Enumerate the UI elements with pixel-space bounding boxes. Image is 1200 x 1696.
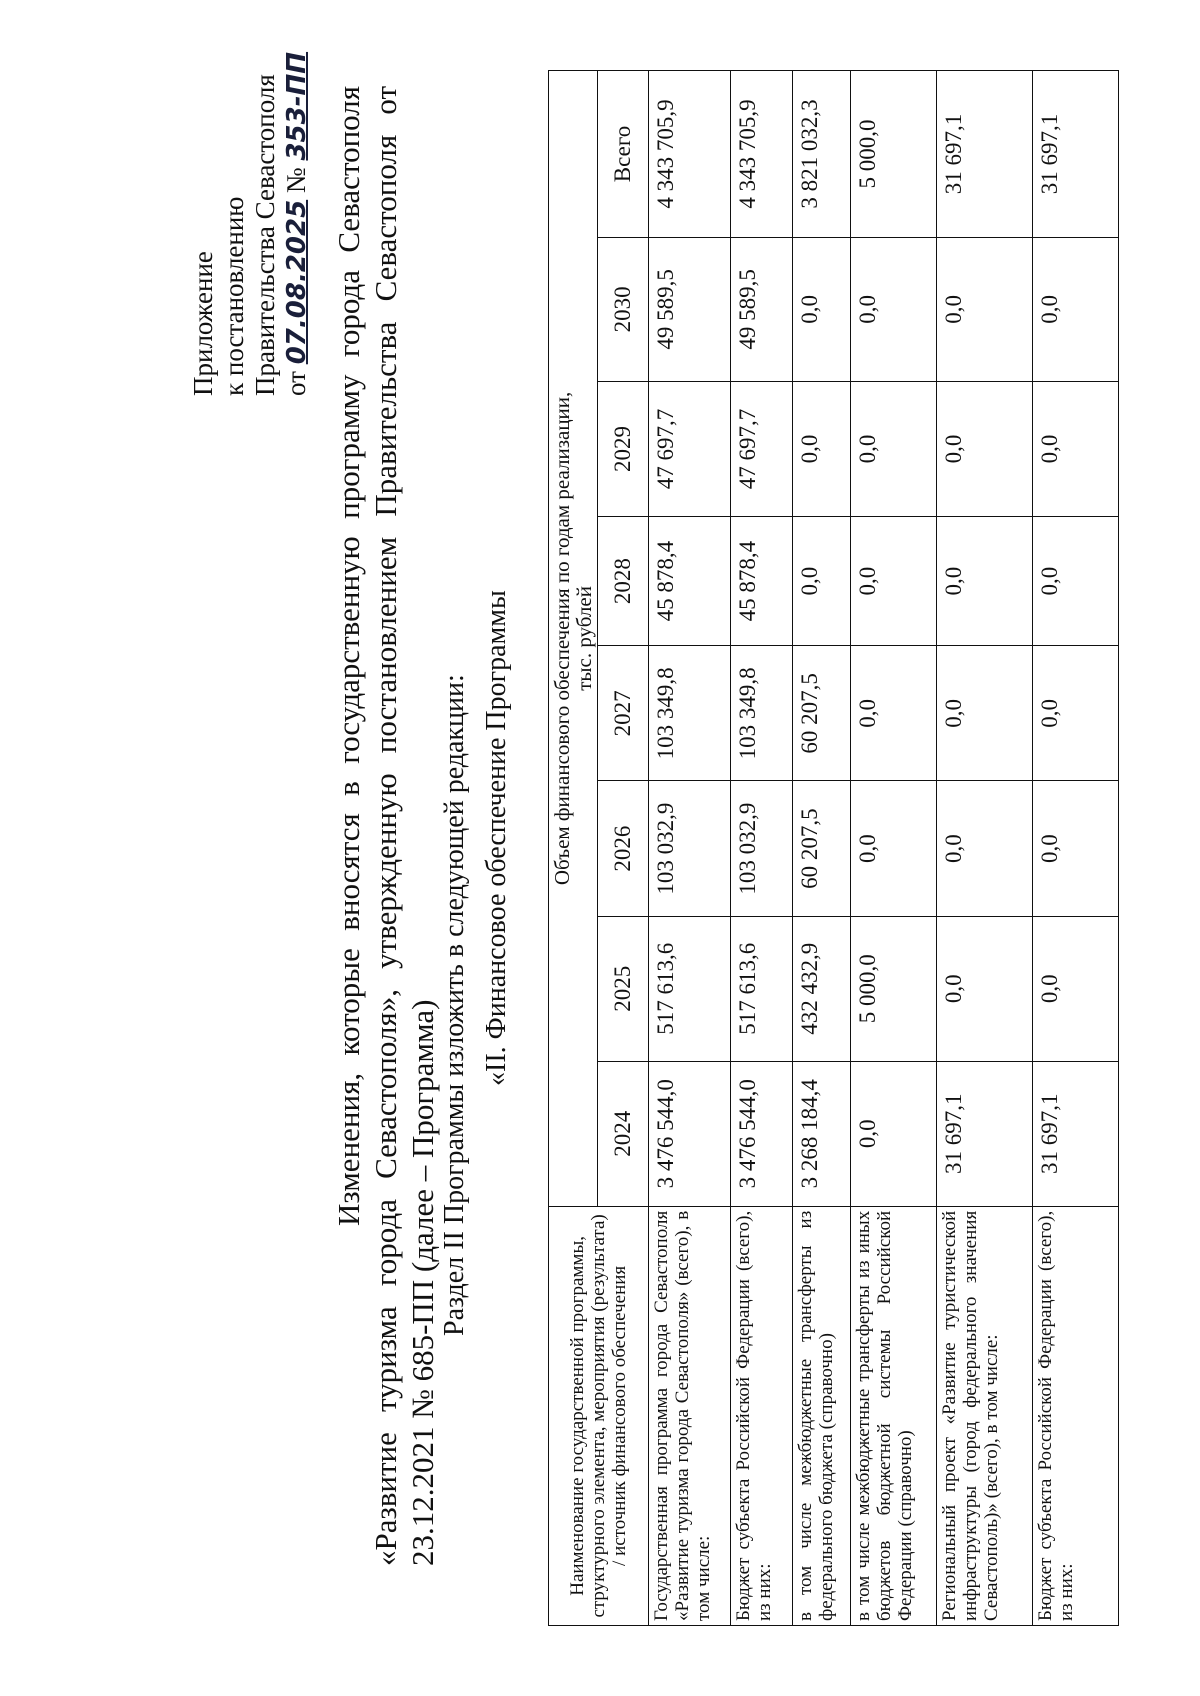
handwritten-date: 07.08.2025 bbox=[282, 199, 312, 365]
value-cell: 0,0 bbox=[851, 781, 937, 916]
value-cell: 0,0 bbox=[851, 1061, 937, 1206]
value-cell: 3 821 032,3 bbox=[793, 71, 851, 238]
appendix-date-line bbox=[281, 16, 313, 396]
value-cell: 60 207,5 bbox=[793, 781, 851, 916]
name-column-header: Наименование государственной программы, структурного элемента, мероприятия (результата) / источник финансового обеспечения bbox=[549, 1206, 649, 1625]
value-cell: 432 432,9 bbox=[793, 916, 851, 1061]
value-cell: 0,0 bbox=[851, 238, 937, 382]
year-header: 2027 bbox=[598, 646, 649, 781]
value-cell: 0,0 bbox=[1033, 381, 1119, 516]
value-cell: 3 476 544,0 bbox=[731, 1061, 793, 1206]
value-cell: 49 589,5 bbox=[731, 238, 793, 382]
appendix-label: Приложение bbox=[188, 251, 218, 396]
value-cell: 0,0 bbox=[851, 381, 937, 516]
table-row bbox=[851, 71, 937, 1626]
value-cell: 103 349,8 bbox=[731, 646, 793, 781]
table-row bbox=[937, 71, 1033, 1626]
value-cell: 517 613,6 bbox=[731, 916, 793, 1061]
value-cell: 60 207,5 bbox=[793, 646, 851, 781]
row-label: в том числе межбюджетные трансферты из иных бюджетов бюджетной системы Российской Федерации (справочно) bbox=[851, 1206, 937, 1625]
value-cell: 4 343 705,9 bbox=[731, 71, 793, 238]
year-header: 2029 bbox=[598, 381, 649, 516]
value-cell: 0,0 bbox=[1033, 646, 1119, 781]
year-header: 2024 bbox=[598, 1061, 649, 1206]
value-cell: 517 613,6 bbox=[649, 916, 731, 1061]
document-title: Изменения, которые вносятся в государственную программу города Севастополя «Развитие туризма города Севастополя», утвержденную постановлением Правительства Севастополя от 23.12.2021 № 685-ПП (далее – Программа) bbox=[331, 86, 440, 1566]
value-cell: 45 878,4 bbox=[649, 517, 731, 646]
table-row bbox=[793, 71, 851, 1626]
value-cell: 0,0 bbox=[937, 646, 1033, 781]
value-cell: 5 000,0 bbox=[851, 71, 937, 238]
number-prefix: № bbox=[281, 167, 311, 194]
year-header: 2025 bbox=[598, 916, 649, 1061]
volume-header-text: Объем финансового обеспечения по годам реализации, bbox=[550, 391, 574, 886]
row-label: Государственная программа города Севастополя «Развитие туризма города Севастополя» (всего), в том числе: bbox=[649, 1206, 731, 1625]
table-body bbox=[649, 71, 1119, 1626]
value-cell: 3 476 544,0 bbox=[649, 1061, 731, 1206]
value-cell: 31 697,1 bbox=[1033, 1061, 1119, 1206]
year-header: 2026 bbox=[598, 781, 649, 916]
table-row bbox=[731, 71, 793, 1626]
value-cell: 0,0 bbox=[851, 646, 937, 781]
value-cell: 0,0 bbox=[937, 781, 1033, 916]
value-cell: 31 697,1 bbox=[937, 1061, 1033, 1206]
year-header: 2028 bbox=[598, 517, 649, 646]
row-label: Региональный проект «Развитие туристической инфраструктуры (город федерального значения Севастополь)» (всего), в том числе: bbox=[937, 1206, 1033, 1625]
value-cell: 0,0 bbox=[851, 517, 937, 646]
value-cell: 0,0 bbox=[937, 517, 1033, 646]
value-cell: 0,0 bbox=[937, 238, 1033, 382]
appendix-resolution-label: к постановлению bbox=[219, 196, 249, 396]
value-cell: 31 697,1 bbox=[1033, 71, 1119, 238]
finance-table bbox=[548, 70, 1119, 1626]
value-cell: 0,0 bbox=[793, 381, 851, 516]
value-cell: 3 268 184,4 bbox=[793, 1061, 851, 1206]
handwritten-number: 353-ПП bbox=[282, 51, 312, 161]
row-label: Бюджет субъекта Российской Федерации (всего), из них: bbox=[731, 1206, 793, 1625]
value-cell: 4 343 705,9 bbox=[649, 71, 731, 238]
value-cell: 0,0 bbox=[1033, 916, 1119, 1061]
table-row bbox=[649, 71, 731, 1626]
table-row bbox=[1033, 71, 1119, 1626]
value-cell: 0,0 bbox=[937, 916, 1033, 1061]
year-header: 2030 bbox=[598, 238, 649, 382]
value-cell: 103 349,8 bbox=[649, 646, 731, 781]
value-cell: 31 697,1 bbox=[937, 71, 1033, 238]
appendix-authority: Правительства Севастополя bbox=[250, 74, 280, 396]
section-heading: «II. Финансовое обеспечение Программы bbox=[481, 590, 512, 1086]
value-cell: 103 032,9 bbox=[649, 781, 731, 916]
volume-header bbox=[549, 71, 598, 1207]
value-cell: 0,0 bbox=[793, 517, 851, 646]
row-label: Бюджет субъекта Российской Федерации (всего), из них: bbox=[1033, 1206, 1119, 1625]
value-cell: 103 032,9 bbox=[731, 781, 793, 916]
unit-label: тыс. рублей bbox=[572, 586, 596, 691]
value-cell: 45 878,4 bbox=[731, 517, 793, 646]
value-cell: 0,0 bbox=[1033, 238, 1119, 382]
row-label: в том числе межбюджетные трансферты из федерального бюджета (справочно) bbox=[793, 1206, 851, 1625]
value-cell: 47 697,7 bbox=[731, 381, 793, 516]
value-cell: 0,0 bbox=[1033, 517, 1119, 646]
date-prefix: от bbox=[281, 371, 311, 396]
value-cell: 0,0 bbox=[1033, 781, 1119, 916]
appendix-block bbox=[188, 16, 313, 396]
table-header-row bbox=[549, 71, 598, 1626]
value-cell: 47 697,7 bbox=[649, 381, 731, 516]
value-cell: 5 000,0 bbox=[851, 916, 937, 1061]
value-cell: 0,0 bbox=[793, 238, 851, 382]
value-cell: 0,0 bbox=[937, 381, 1033, 516]
value-cell: 49 589,5 bbox=[649, 238, 731, 382]
section-note: Раздел II Программы изложить в следующей редакции: bbox=[439, 674, 470, 1336]
year-header: Всего bbox=[598, 71, 649, 238]
